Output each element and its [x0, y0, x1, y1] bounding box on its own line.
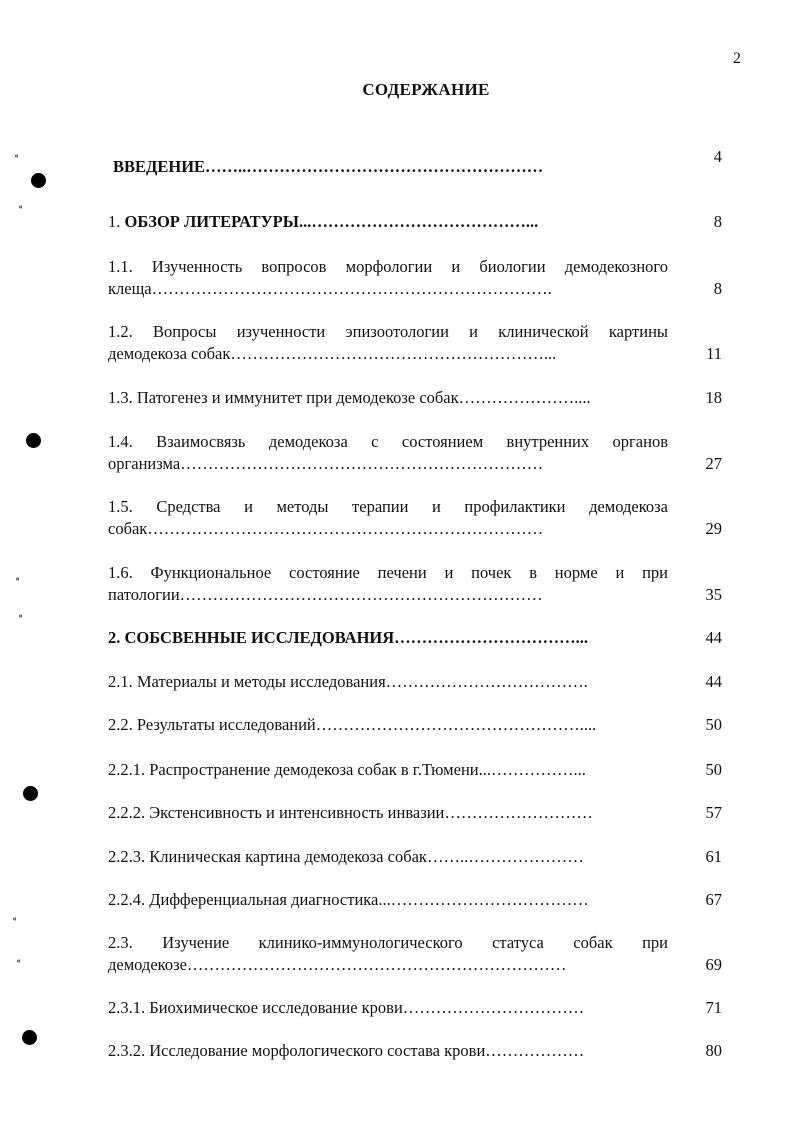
toc-page-number: 27: [705, 454, 722, 473]
toc-entry: [108, 256, 668, 300]
toc-entry: [108, 846, 668, 868]
scan-speck: ⁌: [12, 915, 17, 926]
toc-entry-title: 2.2.1. Распространение демодекоза собак в г.Тюмени...……………...: [108, 760, 586, 779]
toc-entry-title-cont: организма…………………………………………………………: [108, 454, 544, 473]
toc-entry-title: 1.1. Изученность вопросов морфологии и биологии демодекозного: [108, 257, 668, 276]
toc-entry-title-cont: клеща……………………………………………………………….: [108, 279, 552, 298]
page-number: 2: [733, 50, 741, 67]
toc-entry-title: 2.3.2. Исследование морфологического состава крови………………: [108, 1041, 585, 1060]
toc-entry: [108, 997, 668, 1019]
toc-entry: [108, 1040, 668, 1062]
toc-entry-number: 1.: [108, 212, 125, 231]
toc-entry: [108, 671, 668, 693]
toc-page-number: 35: [705, 585, 722, 604]
punch-hole-1: [31, 173, 46, 188]
toc-entry-title: 2. СОБСВЕННЫЕ ИССЛЕДОВАНИЯ……………………………...: [108, 628, 589, 647]
page-title: СОДЕРЖАНИЕ: [362, 80, 490, 99]
toc-entry: [113, 156, 673, 178]
toc-entry-title: ВВЕДЕНИЕ……..………………………………………………: [113, 157, 544, 176]
toc-entry: [108, 627, 668, 649]
punch-hole-4: [22, 1030, 37, 1045]
toc-entry: [108, 562, 668, 606]
toc-entry-title: ОБЗОР ЛИТЕРАТУРЫ...…………………………………...: [124, 212, 539, 231]
toc-page-number: 44: [705, 672, 722, 691]
scan-speck: ⁌: [16, 957, 21, 968]
toc-entry: [108, 932, 668, 976]
toc-entry: [108, 889, 668, 911]
toc-page-number: 8: [713, 212, 722, 231]
toc-entry-title-cont: собак………………………………………………………………: [108, 519, 544, 538]
toc-page-number: 44: [705, 628, 722, 647]
toc-entry-title-cont: демодекоза собак…………………………………………………...: [108, 344, 557, 363]
toc-entry-title-cont: демодекозе……………………………………………………………: [108, 955, 567, 974]
toc-page-number: 29: [705, 519, 722, 538]
toc-entry-title: 2.1. Материалы и методы исследования……………………………….: [108, 672, 588, 691]
toc-page-number: 11: [706, 344, 722, 363]
toc-entry-title-cont: патологии…………………………………………………………: [108, 585, 543, 604]
toc-entry: [108, 211, 668, 233]
toc-page-number: 4: [713, 147, 722, 166]
toc-page-number: 50: [705, 715, 722, 734]
toc-page-number: 80: [705, 1041, 722, 1060]
scan-speck: ⁌: [18, 612, 23, 623]
toc-entry-title: 1.2. Вопросы изученности эпизоотологии и клинической картины: [108, 322, 668, 341]
toc-page-number: 8: [713, 279, 722, 298]
toc-page-number: 67: [705, 890, 722, 909]
toc-page-number: 57: [705, 803, 722, 822]
toc-page-number: 50: [705, 760, 722, 779]
toc-entry: [108, 321, 668, 365]
toc-entry-title: 2.3.1. Биохимическое исследование крови……………………………: [108, 998, 585, 1017]
toc-entry-title: 2.2.3. Клиническая картина демодекоза собак……..…………………: [108, 847, 584, 866]
toc-entry: [108, 759, 668, 781]
toc-page-number: 61: [705, 847, 722, 866]
toc-entry: [108, 431, 668, 475]
toc-entry: [108, 802, 668, 824]
toc-entry-title: 1.4. Взаимосвязь демодекоза с состоянием внутренних органов: [108, 432, 668, 451]
toc-entry-title: 2.2.2. Экстенсивность и интенсивность инвазии………………………: [108, 803, 593, 822]
toc-entry: [108, 714, 668, 736]
toc-entry-title: 2.3. Изучение клинико-иммунологического статуса собак при: [108, 933, 668, 952]
toc-entry-title: 1.6. Функциональное состояние печени и почек в норме и при: [108, 563, 668, 582]
toc-entry-title: 2.2.4. Дифференциальная диагностика...………………………………: [108, 890, 589, 909]
toc-entry: [108, 387, 668, 409]
toc-entry-title: 2.2. Результаты исследований…………………………………………....: [108, 715, 597, 734]
scan-speck: ⁌: [14, 152, 19, 163]
toc-page-number: 18: [705, 388, 722, 407]
scan-speck: ⁌: [18, 203, 23, 214]
punch-hole-3: [23, 786, 38, 801]
punch-hole-2: [26, 433, 41, 448]
toc-page-number: 71: [705, 998, 722, 1017]
toc-entry-title: 1.3. Патогенез и иммунитет при демодекозе собак…………………....: [108, 388, 591, 407]
toc-page-number: 69: [705, 955, 722, 974]
scan-speck: ⁌: [15, 575, 20, 586]
toc-entry-title: 1.5. Средства и методы терапии и профилактики демодекоза: [108, 497, 668, 516]
toc-entry: [108, 496, 668, 540]
